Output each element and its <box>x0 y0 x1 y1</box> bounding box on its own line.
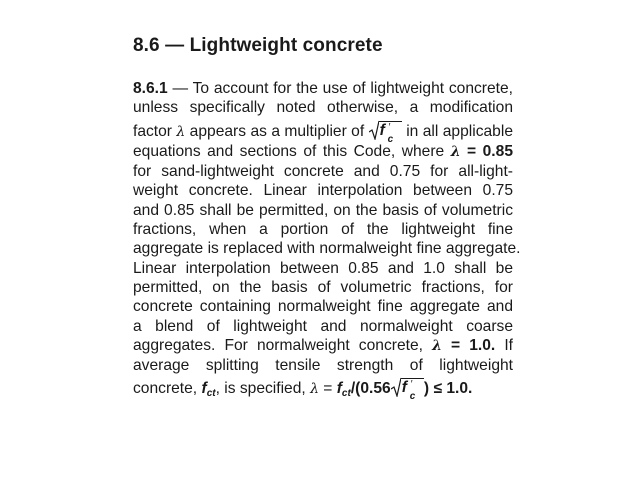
f-symbol: f <box>201 380 207 398</box>
text-fragment: = 1.0. <box>441 336 496 354</box>
c-subscript: c <box>409 391 416 403</box>
text-line <box>133 79 513 98</box>
text-fragment: , is specified, <box>215 380 311 398</box>
f-symbol: f <box>336 380 342 398</box>
text-fragment: concrete, <box>133 380 202 398</box>
prime-symbol: ′ <box>388 121 391 133</box>
clause-number: 8.6.1 <box>133 80 168 97</box>
f-symbol: f <box>401 379 407 397</box>
text-fragment: = 0.85 <box>460 142 513 160</box>
fct-symbol <box>201 380 216 400</box>
text-line: permitted, on the basis of volumetric fractions, for <box>133 278 513 296</box>
lambda-symbol: λ <box>310 381 319 398</box>
text-line: average splitting tensile strength of lightweight <box>133 357 513 375</box>
text-line <box>133 142 513 162</box>
text-fragment: — To account for the use of lightweight concrete, <box>167 80 513 97</box>
text-fragment: ≤ 1.0. <box>429 380 473 398</box>
text-line: Linear interpolation between 0.85 and 1.0 shall be <box>133 259 513 277</box>
text-line: concrete containing normalweight fine aggregate and <box>133 298 513 316</box>
sqrt-fc-expression <box>369 118 402 145</box>
text-line: and 0.85 shall be permitted, on the basis of volumetric <box>133 201 513 219</box>
lambda-symbol: λ <box>450 143 461 160</box>
ct-subscript: ct <box>341 388 351 400</box>
text-fragment: If <box>495 336 513 354</box>
sqrt-fc-expression <box>391 375 424 403</box>
radical-sign-icon <box>391 377 401 397</box>
text-line: fractions, when a portion of the lightweight fine <box>133 221 513 239</box>
text-fragment: equations and sections of this Code, where <box>133 142 451 160</box>
prime-symbol: ′ <box>410 379 413 391</box>
text-line <box>133 375 513 403</box>
text-fragment: in all applicable <box>401 122 513 140</box>
text-line: unless specifically noted otherwise, a modification <box>133 99 513 117</box>
text-fragment: /(0.56 <box>350 380 391 398</box>
lambda-symbol: λ <box>176 123 186 140</box>
text-fragment: ) <box>423 380 430 398</box>
text-fragment: appears as a multiplier of <box>185 122 369 140</box>
ct-subscript: ct <box>206 388 216 400</box>
text-line <box>133 336 513 356</box>
c-subscript: c <box>387 133 394 145</box>
section-heading: 8.6 — Lightweight concrete <box>133 35 383 56</box>
clause-body <box>133 79 521 403</box>
text-line: aggregate is replaced with normalweight fine aggregate. <box>133 240 521 258</box>
text-fragment: = <box>318 380 337 398</box>
text-fragment: factor <box>133 122 177 140</box>
radical-sign-icon <box>369 120 379 140</box>
text-line: for sand-lightweight concrete and 0.75 for all-light- <box>133 163 513 181</box>
fct-symbol <box>336 380 351 400</box>
text-line: a blend of lightweight and normalweight coarse <box>133 317 513 335</box>
text-line <box>133 118 513 145</box>
lambda-symbol: λ <box>432 337 442 354</box>
text-line: weight concrete. Linear interpolation between 0.75 <box>133 182 513 200</box>
f-symbol: f <box>379 121 385 139</box>
text-fragment: aggregates. For normalweight concrete, <box>133 336 433 354</box>
